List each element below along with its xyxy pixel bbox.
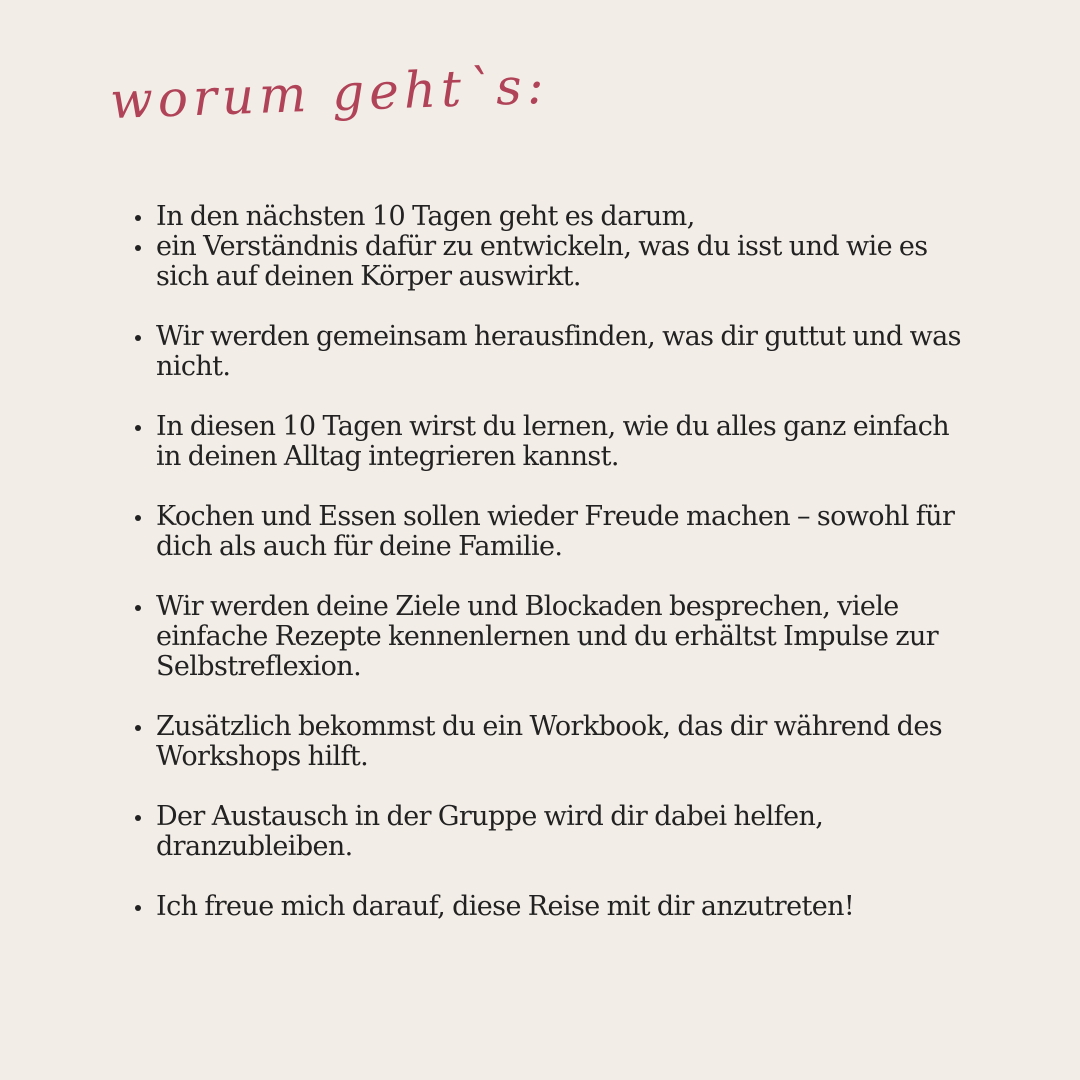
list-item: In diesen 10 Tagen wirst du lernen, wie du alles ganz einfach in deinen Alltag integrieren kannst. <box>156 412 976 472</box>
list-item: Der Austausch in der Gruppe wird dir dabei helfen, dranzubleiben. <box>156 802 976 862</box>
list-item: Ich freue mich darauf, diese Reise mit dir anzutreten! <box>156 892 976 922</box>
list-item: ein Verständnis dafür zu entwickeln, was du isst und wie es sich auf deinen Körper auswirkt. <box>156 232 976 292</box>
list-item: Zusätzlich bekommst du ein Workbook, das dir während des Workshops hilft. <box>156 712 976 772</box>
list-item: Wir werden deine Ziele und Blockaden besprechen, viele einfache Rezepte kennenlernen und du erhältst Impulse zur Selbstreflexion. <box>156 592 976 682</box>
list-item: Kochen und Essen sollen wieder Freude machen – sowohl für dich als auch für deine Familie. <box>156 502 976 562</box>
list-item: Wir werden gemeinsam herausfinden, was dir guttut und was nicht. <box>156 322 976 382</box>
list-item: In den nächsten 10 Tagen geht es darum, <box>156 202 976 232</box>
page-title: worum geht`s: <box>108 56 550 130</box>
bullet-list <box>156 202 976 922</box>
